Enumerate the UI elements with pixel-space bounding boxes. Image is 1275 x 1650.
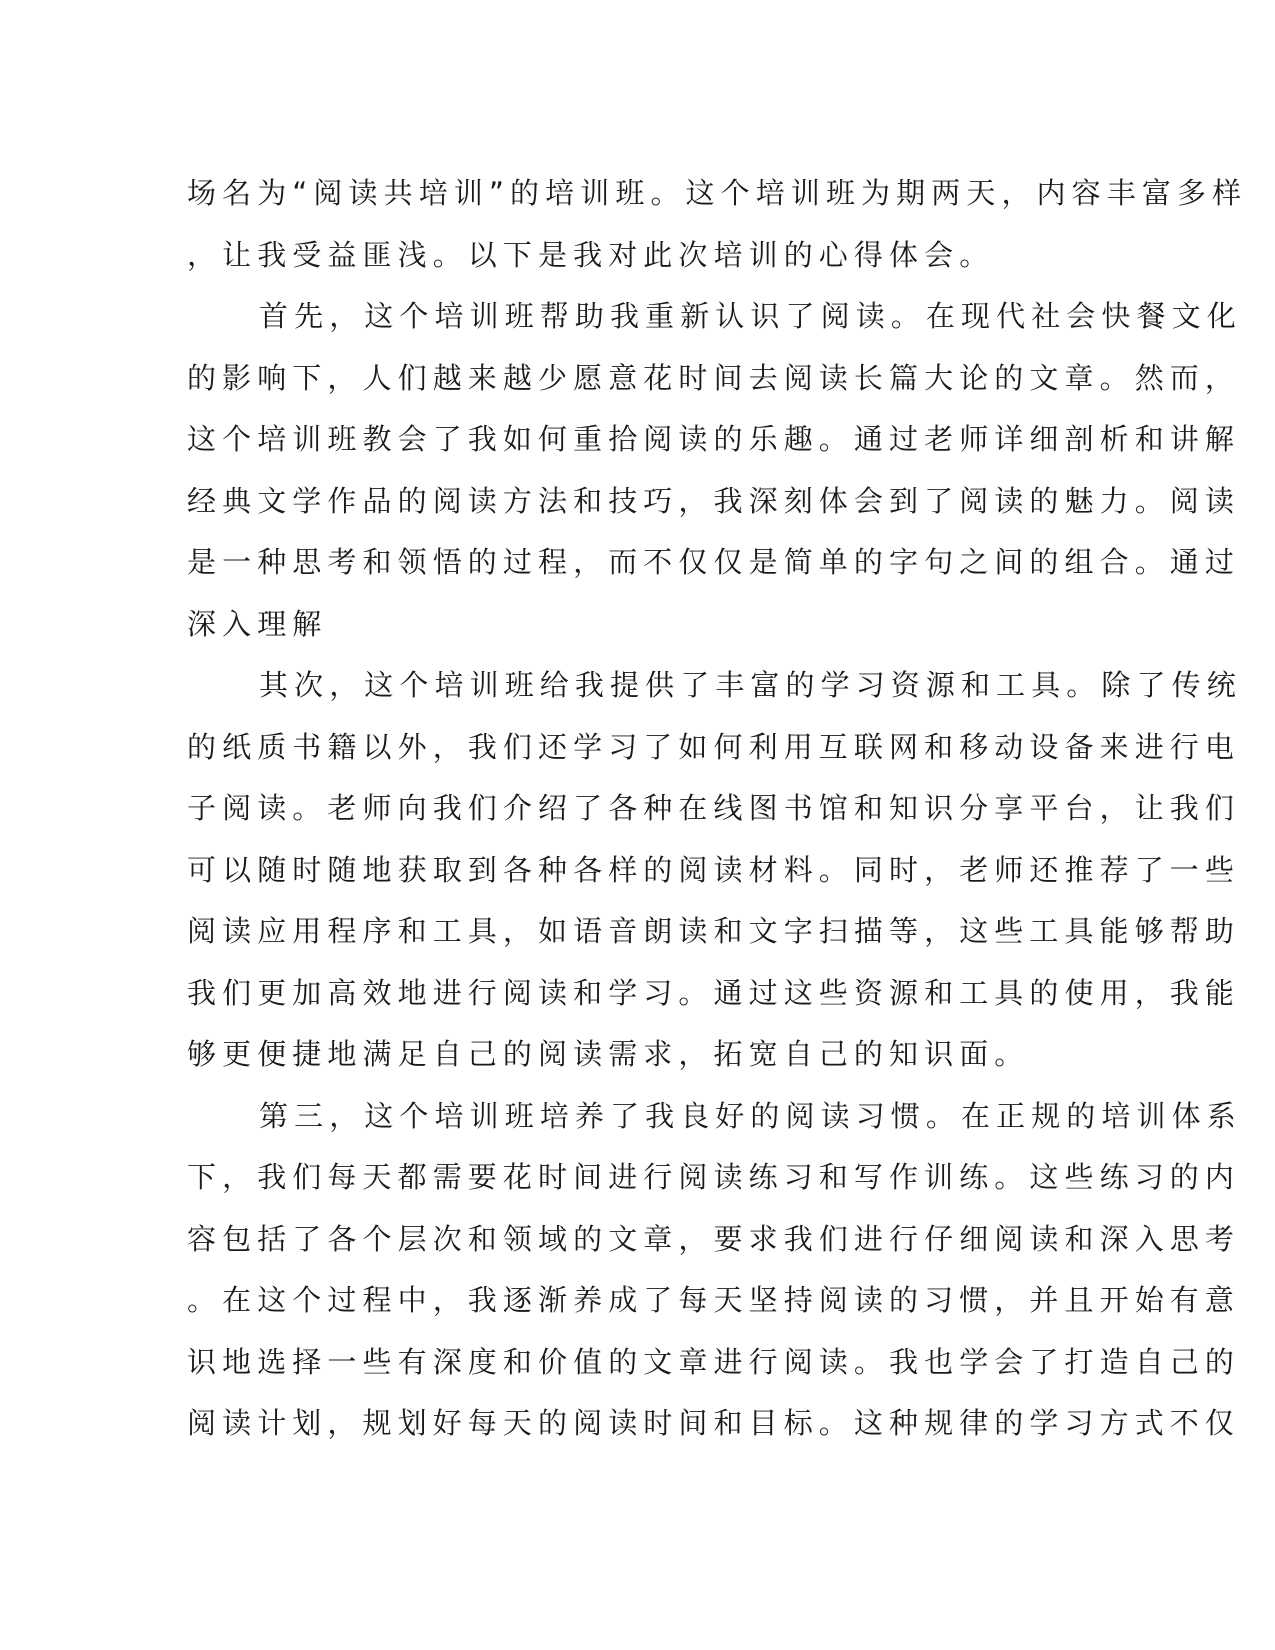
text-line: 的影响下，人们越来越少愿意花时间去阅读长篇大论的文章。然而，: [187, 360, 1241, 395]
text-line: 我们更加高效地进行阅读和学习。通过这些资源和工具的使用，我能: [187, 975, 1241, 1010]
body-text: [187, 163, 1248, 1455]
text-line: 识地选择一些有深度和价值的文章进行阅读。我也学会了打造自己的: [187, 1344, 1241, 1379]
text-line: 阅读应用程序和工具，如语音朗读和文字扫描等，这些工具能够帮助: [187, 914, 1241, 948]
paragraph-first-line: 其次，这个培训班给我提供了丰富的学习资源和工具。除了传统: [259, 668, 1242, 702]
text-line: 子阅读。老师向我们介绍了各种在线图书馆和知识分享平台，让我们: [187, 791, 1241, 825]
text-line: 可以随时随地获取到各种各样的阅读材料。同时，老师还推荐了一些: [187, 852, 1241, 887]
text-line: 这个培训班教会了我如何重拾阅读的乐趣。通过老师详细剖析和讲解: [187, 422, 1241, 456]
text-line: 场名为“阅读共培训”的培训班。这个培训班为期两天，内容丰富多样: [187, 176, 1248, 210]
text-line: 是一种思考和领悟的过程，而不仅仅是简单的字句之间的组合。通过: [187, 545, 1241, 579]
text-line: 容包括了各个层次和领域的文章，要求我们进行仔细阅读和深入思考: [187, 1221, 1241, 1256]
text-line: 经典文学作品的阅读方法和技巧，我深刻体会到了阅读的魅力。阅读: [187, 483, 1241, 518]
text-line: 下，我们每天都需要花时间进行阅读练习和写作训练。这些练习的内: [187, 1160, 1241, 1194]
text-line: 的纸质书籍以外，我们还学习了如何利用互联网和移动设备来进行电: [187, 729, 1241, 764]
paragraph-first-line: 第三，这个培训班培养了我良好的阅读习惯。在正规的培训体系: [259, 1098, 1242, 1133]
text-line: 。在这个过程中，我逐渐养成了每天坚持阅读的习惯，并且开始有意: [187, 1283, 1241, 1317]
text-line: 够更便捷地满足自己的阅读需求，拓宽自己的知识面。: [187, 1037, 1030, 1071]
text-line: 深入理解: [187, 606, 328, 641]
text-line: 阅读计划，规划好每天的阅读时间和目标。这种规律的学习方式不仅: [187, 1406, 1241, 1440]
paragraph-first-line: 首先，这个培训班帮助我重新认识了阅读。在现代社会快餐文化: [259, 299, 1242, 333]
text-line: ，让我受益匪浅。以下是我对此次培训的心得体会。: [187, 237, 995, 272]
